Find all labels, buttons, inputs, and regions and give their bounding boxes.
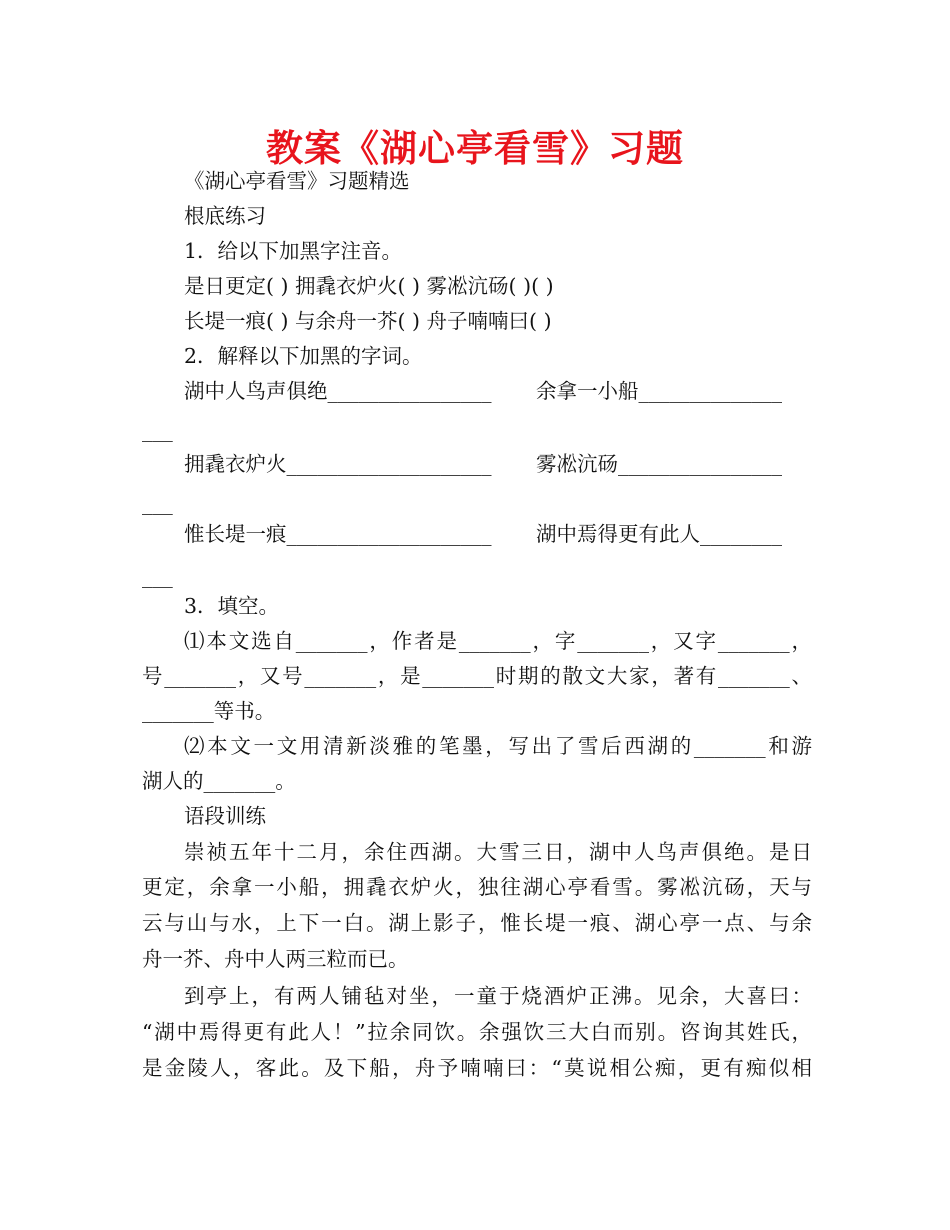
- answer-line-wrap: ___: [142, 418, 173, 442]
- passage-p1-line-3: 云与山与水，上下一白。湖上影子，惟长堤一痕、湖心亭一点、与余: [142, 911, 812, 935]
- page-title: 教案《湖心亭看雪》习题: [266, 127, 684, 170]
- question-2-row-1: [0, 377, 950, 405]
- passage-p2-line-3: 是金陵人，客此。及下船，舟予喃喃曰：“莫说相公痴，更有痴似相: [142, 1056, 812, 1080]
- passage-p1-line-1: 崇祯五年十二月，余住西湖。大雪三日，湖中人鸟声俱绝。是日: [184, 840, 812, 864]
- passage-p2-line-2: “湖中焉得更有此人！”拉余同饮。余强饮三大白而别。咨询其姓氏，: [142, 1020, 812, 1044]
- passage-p1-line-4: 舟一芥、舟中人两三粒而已。: [142, 947, 409, 971]
- question-3-part-1-line-2: 号_______，又号_______，是_______时期的散文大家，著有_______、: [142, 664, 812, 688]
- question-1-prompt: 1．给以下加黑字注音。: [184, 239, 403, 263]
- term-right: 雾凇沆砀________________: [536, 452, 782, 476]
- question-1-row-2: 长堤一痕( ) 与余舟一芥( ) 舟子喃喃曰( ): [184, 309, 552, 333]
- section-heading-basic: 根底练习: [184, 204, 266, 228]
- subtitle: 《湖心亭看雪》习题精选: [184, 169, 410, 193]
- question-3-part-1-line-1: ⑴本文选自_______，作者是_______，字_______，又字_______，: [184, 629, 812, 653]
- passage-p1-line-2: 更定，余拿一小船，拥毳衣炉火，独往湖心亭看雪。雾凇沆砀，天与: [142, 875, 812, 899]
- question-2-prompt: 2．解释以下加黑的字词。: [184, 344, 423, 368]
- question-3-part-2-line-2: 湖人的_______。: [142, 769, 296, 793]
- answer-line-wrap: ___: [142, 491, 173, 515]
- term-right: 余拿一小船______________: [536, 379, 782, 403]
- question-1-row-1: 是日更定( ) 拥毳衣炉火( ) 雾凇沆砀( )( ): [184, 274, 554, 298]
- passage-p2-line-1: 到亭上，有两人铺毡对坐，一童于烧酒炉正沸。见余，大喜曰：: [184, 984, 812, 1008]
- question-2-row-2: [0, 450, 950, 478]
- question-3-prompt: 3．填空。: [184, 594, 280, 618]
- question-3-part-1-line-3: _______等书。: [142, 699, 276, 723]
- section-heading-reading: 语段训练: [184, 804, 266, 828]
- question-3-part-2-line-1: ⑵本文一文用清新淡雅的笔墨，写出了雪后西湖的_______和游: [184, 734, 812, 758]
- term-left: 湖中人鸟声俱绝________________: [184, 379, 492, 403]
- term-right: 湖中焉得更有此人________: [536, 522, 782, 546]
- term-left: 惟长堤一痕____________________: [184, 522, 492, 546]
- term-left: 拥毳衣炉火____________________: [184, 452, 492, 476]
- answer-line-wrap: ___: [142, 564, 173, 588]
- question-2-row-3: [0, 520, 950, 548]
